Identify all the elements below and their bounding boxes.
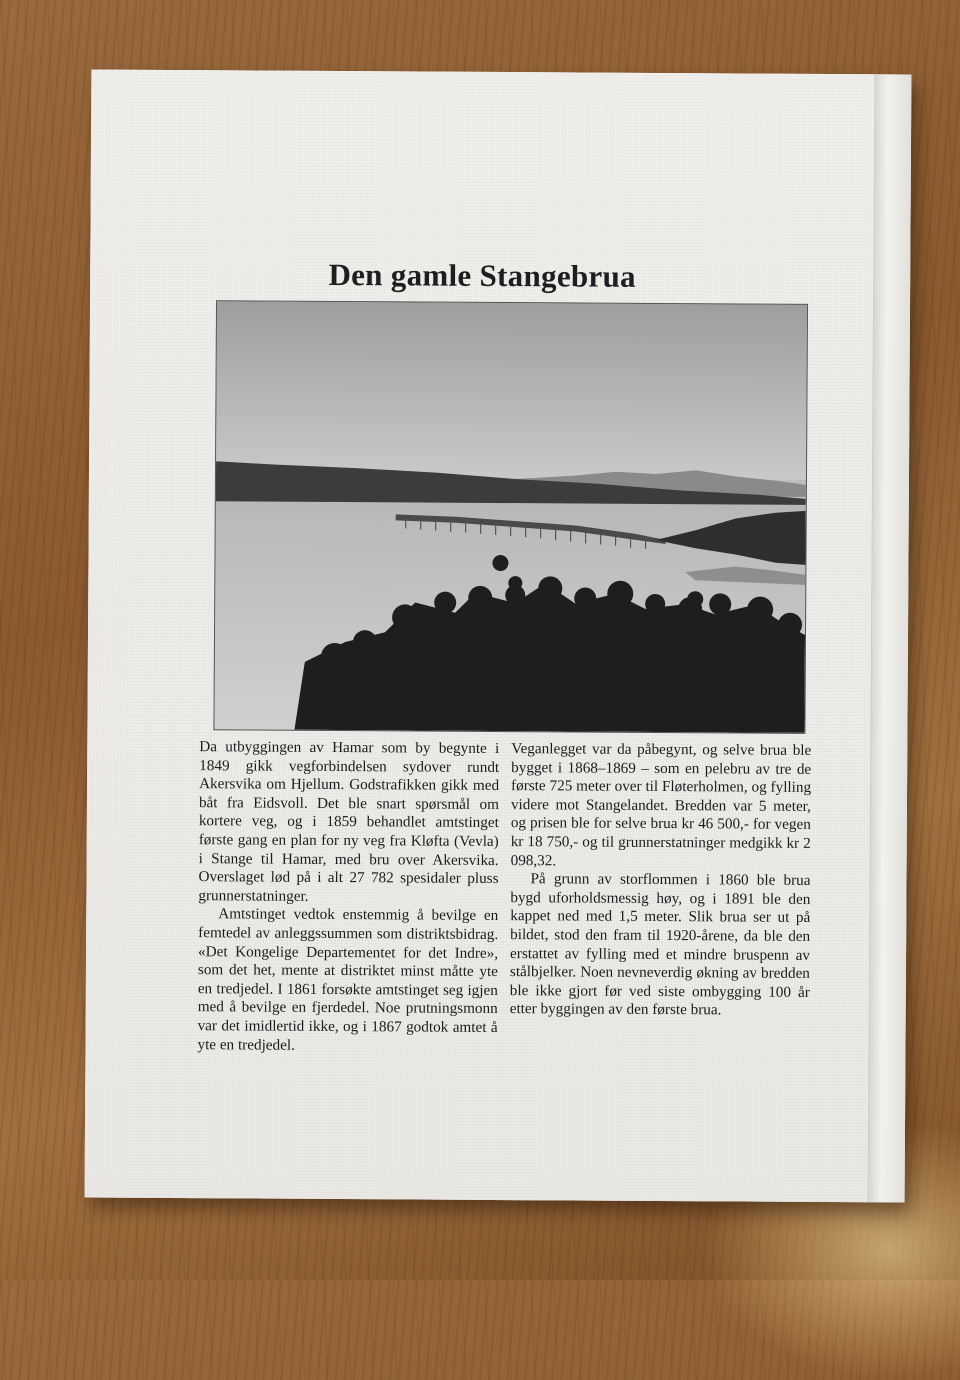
cover-surface: [85, 70, 876, 1203]
text-column-left: [197, 738, 499, 1056]
book-back-cover: [85, 70, 912, 1203]
page-title: Den gamle Stangebrua: [90, 256, 874, 297]
book-spine: [868, 74, 912, 1202]
paragraph: På grunn av storflommen i 1860 ble brua bygd uforholdsmessig høy, og i 1891 ble den kappet ned med 1,5 meter. Slik brua ser ut på bildet, stod den fram til 1920-årene, da ble den erstattet av fylling med et mindre bruspenn av stålbjelker. Noen nevneverdig økning av bredden ble ikke gjort før ved siste ombygging 100 år etter byggingen av den første brua.: [510, 870, 811, 1021]
bridge-photo-image: [214, 301, 807, 733]
paragraph: Amtstinget vedtok enstemmig å bevilge en femtedel av anleggssummen som distriktsbidrag. «Det Kongelige Departementet for det Indre», som det het, mente at distriktet minst måtte yte en tredjedel. I 1861 forsøkte amtstinget seg igjen med å bevilge en fjerdedel. Noe prutningsmonn var det imidlertid ikke, og i 1867 godtok amtet å yte en tredjedel.: [197, 906, 498, 1057]
paragraph: Da utbyggingen av Hamar som by begynte i 1849 gikk vegforbindelsen sydover rundt Akersvika om Hjellum. Godstrafikken gikk med båt fra Eidsvoll. Det ble snart spørsmål om kortere veg, og i 1859 behandlet amtstinget første gang en plan for ny veg fra Kløfta (Vevla) i Stange til Hamar, med bru over Akersvika. Overslaget lød på i alt 27 782 spesidaler pluss grunnerstatninger.: [198, 738, 499, 907]
text-column-right: [510, 740, 812, 1021]
paragraph: Veganlegget var da påbegynt, og selve brua ble bygget i 1868–1869 – som en pelebru av tre de første 725 meter over til Fløterholmen, og fylling videre mot Stangelandet. Bredden var 5 meter, og prisen ble for selve brua kr 46 500,- for vegen kr 18 750,- og til grunnerstatninger medgikk kr 2 098,32.: [511, 740, 812, 872]
bridge-photo: [213, 300, 808, 734]
